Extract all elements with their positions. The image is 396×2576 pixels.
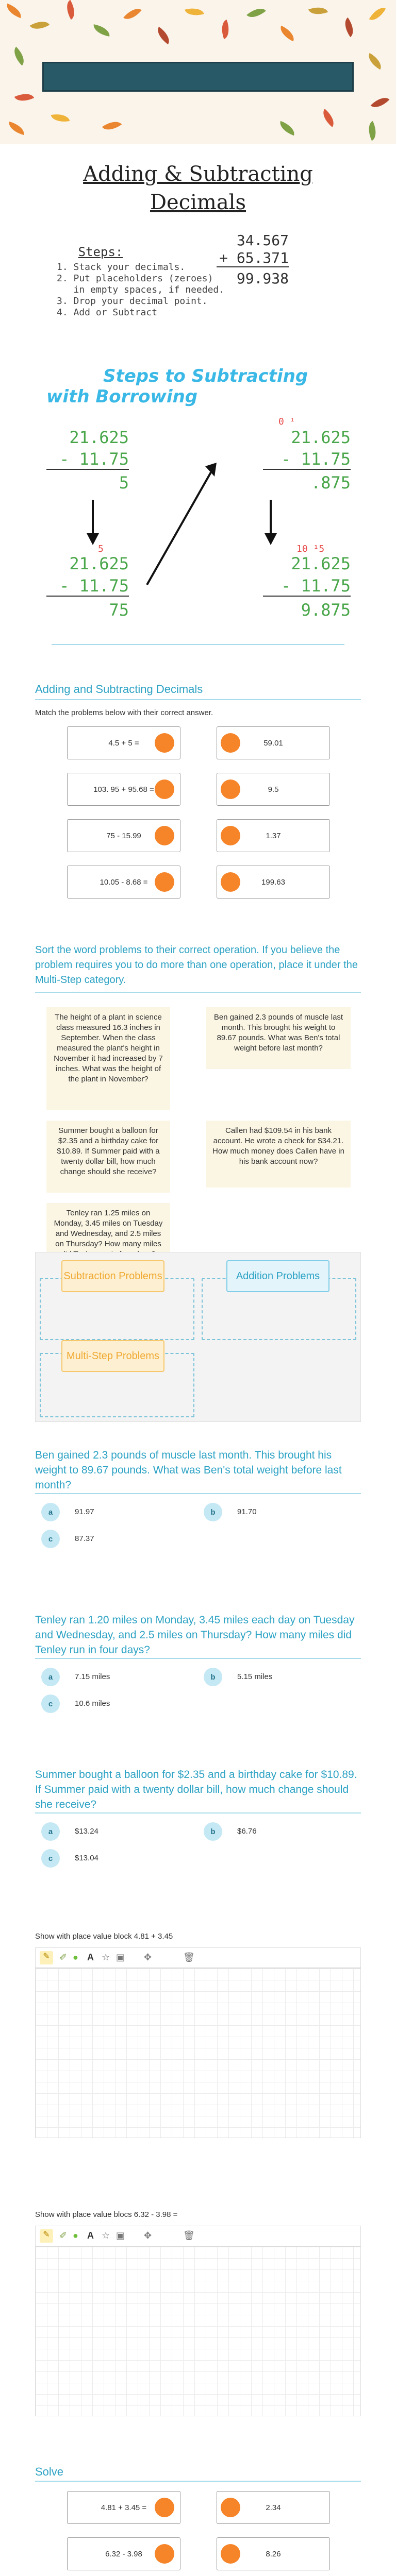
borrow-b-top: 21.625	[291, 428, 351, 447]
drawing-toolbar	[35, 1947, 361, 1968]
option-c[interactable]: c	[41, 1530, 60, 1548]
borrow-b-result: .875	[310, 473, 351, 493]
option-a[interactable]: a	[41, 1668, 60, 1686]
drawing-toolbar	[35, 2226, 361, 2246]
solve-left-handle[interactable]	[155, 2544, 174, 2564]
match-right-handle[interactable]	[221, 733, 240, 753]
word-problem-tile[interactable]: Ben gained 2.3 pounds of muscle last month. This brought his weight to 89.67 pounds. What was Ben's total weight before last month?	[206, 1007, 351, 1069]
brush-icon[interactable]: ✐	[59, 2230, 68, 2241]
sort-instruction: Sort the word problems to their correct operation. If you believe the problem requires you to do more than one operation, place it under the Multi-Step category.	[35, 944, 358, 986]
addition-bottom: + 65.371	[217, 249, 289, 267]
match-right-item[interactable]: 9.5	[217, 773, 330, 806]
option-a[interactable]: a	[41, 1503, 60, 1521]
worksheet-title: Adding & Subtracting	[83, 162, 313, 186]
addition-label: Addition Problems	[226, 1260, 329, 1292]
match-left-item[interactable]: 75 - 15.99	[67, 819, 180, 852]
step-line: 2. Put placeholders (zeroes)	[57, 273, 213, 284]
image-icon[interactable]: ▣	[116, 1952, 125, 1962]
match-left-item[interactable]: 4.5 + 5 =	[67, 726, 180, 759]
diagonal-arrow-icon	[147, 471, 211, 585]
star-icon[interactable]: ☆	[102, 1952, 110, 1962]
diagonal-arrow-head	[205, 463, 217, 477]
steps-heading: Steps:	[78, 245, 123, 259]
option-a-text[interactable]: $13.24	[75, 1827, 98, 1836]
addition-top: 34.567	[236, 232, 289, 249]
question-2-text: Tenley ran 1.20 miles on Monday, 3.45 miles each day on Tuesday and Wednesday, and 2.5 miles on Thursday? How many miles did Tenley run in four days?	[35, 1614, 355, 1656]
option-c[interactable]: c	[41, 1694, 60, 1713]
borrow-b-bottom: - 11.75	[263, 449, 351, 470]
match-right-handle[interactable]	[221, 872, 240, 892]
match-title: Adding and Subtracting Decimals	[35, 683, 203, 696]
borrow-a-result: 5	[119, 473, 129, 493]
move-icon[interactable]: ✥	[144, 2230, 152, 2241]
brush-icon[interactable]: ✐	[59, 1952, 68, 1962]
solve-left-item[interactable]: 4.81 + 3.45 =	[67, 2491, 180, 2524]
question-3-text: Summer bought a balloon for $2.35 and a birthday cake for $10.89. If Summer paid with a twenty dollar bill, how much change should she receive?	[35, 1769, 357, 1810]
step-line: 1. Stack your decimals.	[57, 262, 186, 273]
star-icon[interactable]: ☆	[102, 2230, 110, 2241]
match-instruction: Match the problems below with their correct answer.	[35, 708, 213, 717]
divider	[35, 699, 361, 700]
option-c[interactable]: c	[41, 1849, 60, 1868]
sort-dropzone-area	[35, 1252, 361, 1422]
borrow-arrows	[0, 0, 396, 639]
option-a-text[interactable]: 91.97	[75, 1507, 94, 1516]
word-problem-tile[interactable]: Summer bought a balloon for $2.35 and a birthday cake for $10.89. If Summer paid with a twenty dollar bill, how much change should she receive?	[46, 1121, 170, 1193]
borrow-heading: Steps to Subtracting	[103, 366, 308, 386]
match-right-item[interactable]: 59.01	[217, 726, 330, 759]
borrow-d-top: 21.625	[291, 554, 351, 573]
divider	[35, 992, 361, 993]
text-icon[interactable]: A	[87, 1952, 94, 1962]
solve-title: Solve	[35, 2465, 64, 2478]
solve-left-item[interactable]: 6.32 - 3.98	[67, 2537, 180, 2570]
borrow-heading-2: with Borrowing	[46, 386, 198, 407]
borrow-c-top: 21.625	[69, 554, 129, 573]
move-icon[interactable]: ✥	[144, 1952, 152, 1962]
word-problem-tile[interactable]: Tenley ran 1.25 miles on Monday, 3.45 miles on Tuesday and Wednesday, and 2.5 miles on Thursday? How many miles	[46, 1203, 170, 1270]
borrow-d-result: 9.875	[301, 600, 351, 620]
option-a-text[interactable]: 7.15 miles	[75, 1672, 110, 1681]
word-problem-tile[interactable]: The height of a plant in science class measured 16.3 inches in September. When the class measured the plant's height in November it had increased by 7 inches. What was the height of the plant in November?	[46, 1007, 170, 1110]
option-a[interactable]: a	[41, 1822, 60, 1841]
solve-right-handle[interactable]	[221, 2498, 240, 2517]
solve-right-handle[interactable]	[221, 2544, 240, 2564]
match-right-handle[interactable]	[221, 779, 240, 799]
image-icon[interactable]: ▣	[116, 2230, 125, 2241]
borrow-a-bottom: - 11.75	[46, 449, 129, 470]
solve-right-item[interactable]: 8.26	[217, 2537, 330, 2570]
pencil-icon[interactable]: ✎	[40, 1951, 53, 1964]
question-1-text: Ben gained 2.3 pounds of muscle last month. This brought his weight to 89.67 pounds. What was Ben's total weight before last month?	[35, 1449, 342, 1491]
option-c-text[interactable]: 87.37	[75, 1534, 94, 1543]
divider	[35, 1812, 361, 1814]
option-b-text[interactable]: $6.76	[237, 1827, 257, 1836]
divider	[35, 1493, 361, 1494]
option-b[interactable]: b	[204, 1503, 222, 1521]
borrow-c-result: 75	[109, 600, 129, 620]
match-left-item[interactable]: 10.05 - 8.68 =	[67, 866, 180, 899]
subtraction-label: Subtraction Problems	[61, 1260, 164, 1292]
color-icon[interactable]: ●	[73, 1952, 78, 1962]
option-b-text[interactable]: 5.15 miles	[237, 1672, 273, 1681]
match-left-handle[interactable]	[155, 733, 174, 753]
color-icon[interactable]: ●	[73, 2230, 78, 2241]
match-left-item[interactable]: 103. 95 + 95.68 =	[67, 773, 180, 806]
borrow-d-marks: 10 ¹5	[296, 544, 325, 554]
down-arrow-head	[87, 533, 99, 545]
borrow-c-marks: 5	[98, 544, 104, 554]
borrow-d-bottom: - 11.75	[263, 576, 351, 597]
borrow-c-bottom: - 11.75	[46, 576, 129, 597]
match-left-handle[interactable]	[155, 872, 174, 892]
option-c-text[interactable]: 10.6 miles	[75, 1699, 110, 1708]
text-icon[interactable]: A	[87, 2230, 94, 2241]
word-problem-tile[interactable]: Callen had $109.54 in his bank account. He wrote a check for $34.21. How much money does Callen have in his bank account now?	[206, 1121, 351, 1188]
step-line: 3. Drop your decimal point.	[57, 296, 208, 307]
solve-left-handle[interactable]	[155, 2498, 174, 2517]
solve-right-item[interactable]: 2.34	[217, 2491, 330, 2524]
borrow-a-top: 21.625	[69, 428, 129, 447]
match-right-item[interactable]: 1.37	[217, 819, 330, 852]
option-c-text[interactable]: $13.04	[75, 1854, 98, 1862]
step-line: 4. Add or Subtract	[57, 307, 158, 318]
addition-result: 99.938	[236, 270, 289, 287]
multistep-label: Multi-Step Problems	[61, 1340, 164, 1372]
step-line: in empty spaces, if needed.	[57, 284, 225, 295]
divider	[52, 644, 344, 645]
borrow-b-marks: 0 ¹	[278, 416, 295, 427]
option-b[interactable]: b	[204, 1668, 222, 1686]
trash-icon[interactable]: 🗑	[183, 2230, 195, 2241]
option-b[interactable]: b	[204, 1822, 222, 1841]
worksheet-subtitle: Decimals	[150, 191, 246, 214]
match-left-handle[interactable]	[155, 826, 174, 845]
option-b-text[interactable]: 91.70	[237, 1507, 257, 1516]
drawing-canvas[interactable]	[35, 2246, 361, 2416]
divider	[35, 1658, 361, 1659]
drawing-1-label: Show with place value block 4.81 + 3.45	[35, 1932, 173, 1941]
down-arrow-head	[265, 533, 277, 545]
divider	[35, 2481, 361, 2482]
drawing-canvas[interactable]	[35, 1968, 361, 2138]
match-right-item[interactable]: 199.63	[217, 866, 330, 899]
trash-icon[interactable]: 🗑	[183, 1952, 195, 1962]
drawing-2-label: Show with place value blocs 6.32 - 3.98 =	[35, 2210, 178, 2219]
match-right-handle[interactable]	[221, 826, 240, 845]
pencil-icon[interactable]: ✎	[40, 2229, 53, 2243]
match-left-handle[interactable]	[155, 779, 174, 799]
